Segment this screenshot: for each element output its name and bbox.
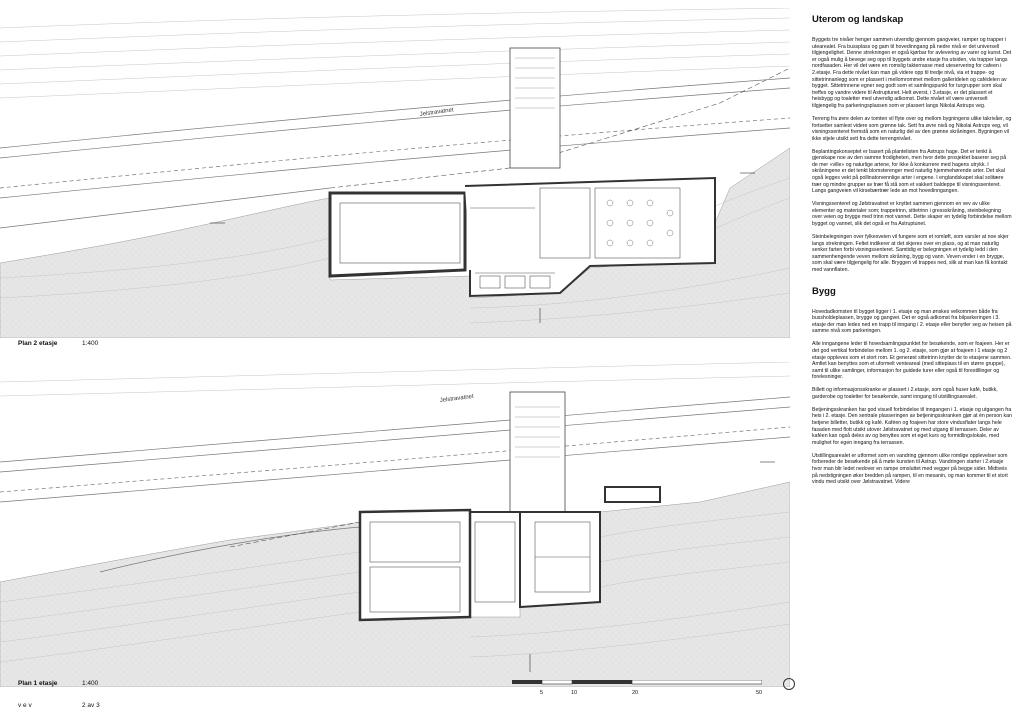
scale-tick: 5 xyxy=(540,690,544,696)
paragraph: Billett og informasjonsskranke er plassert i 2.etasje, som også huser kafé, butikk, garderobe og toaletter for besøkende, samt inngang til utstillingsarealet. xyxy=(812,387,998,400)
paragraph: Byggets tre nivåer henger sammen utvendig gjennom gangveier, ramper og trapper i utearealet. Fra bussplass og gam til hovedinngang på nedre nivå er det universell tilgjengelighet. Denne strekningen er også kjørbar for avlevering av varer og kunst. Det er også mulig å bevege seg opp til byggets andre etasje fra utsiden, via trapper langs nordfasaden. Her vil det være en romslig takterrasse med uteservering for cafeen i 2.etasje. Fra dette nivået kan man gå videre opp til tredje nivå, via et trappe- og sittetrinnanlegg som er plassert i mellomrommet mellom galleridelen og cafédelen av bygget. Sittetrinnene egner seg godt som et samlingspunkt for turgrupper som skal treffes og vandre videre til Astruptunet. Helt øverst, i 3.etasje, er det plassert et heisbygg og toaletter med utvendig adkomst. Dette nivået vil være universelt tilgjengelig fra parkeringsplassen som er plassert langs Nikolai Astrups veg. xyxy=(812,37,1012,109)
paragraph: Utstillingsarealet er utformet som en vandring gjennom ulike romlige opplevelser som forbereder de besøkende på å møte kunsten til Astrup. Vandringen starter i 2.etasje hvor man blir ledet nedover en rampe omsluttet med vegger på begge sider. Midtveis på nedstigningen øker bredden på rampen, til en mesanin, og man kommer til et stort vindu med utsikt over Jølstravatnet. Videre xyxy=(812,452,1008,486)
paragraph: Alle inngangene leder til hovedsamlingspunktet for besøkende, som er foajeen. Her er det god vertikal forbindelse mellom 1. og 2. etasje, som gjør at foajeen i 1 etasje og 2 etasje oppleves som et stort rom. Et generøst sittetrinn knytter de to etasjene sammen. Amfiet kan benyttes som et uformelt venteareal (med sittepiass til en større gruppe), samt til ulike samlinger, informasjon for guidede turer eller også til forestillinger og forelesninger. xyxy=(812,341,1012,381)
paragraph: Terreng fra øvre delen av tomten vil flyte over og mellom bygningens ulike takrivåer, og fortsetter samlest videre som grønne tak. Sett fra øvre nivå og Nikolai Astrups veg, vil visningssenteret fremstå som en naturlig del av den grønne skråningen. Bygningen vil ikke stjele utsikt sett fra dette terrengnivået. xyxy=(812,115,1012,142)
road-label-lower: Jelstravatnet xyxy=(439,393,475,404)
paragraph: Beplantingskonseptet er basert på plantelisten fra Astrups hage. Det er tenkt å gjenskape noe av den samme frodigheten, men hvor dette prosjektet baserer seg på de mer «ville» og naturlige artene, for ikke å konkurrere med hagens utrykk. I skråningene er det tenkt blomsterenger med naturlig hjemmehørende arter. Det skal også legges vekt på pollinatorvennlige arter i engene. I englandskapet skal solitære trær og mindre grupper av trær få stå som et vakkert baldeppe til visningssenteret. Langs gangveien vil kirsebærtrær lede an mot hovedinngangen. xyxy=(812,148,1007,195)
brand-mark: v e v xyxy=(18,702,32,709)
pier-block xyxy=(510,392,565,512)
plan-1-svg xyxy=(0,362,790,687)
plan-1-etasje-drawing xyxy=(0,362,790,687)
plan-2-svg xyxy=(0,8,790,338)
scale-tick: 10 xyxy=(571,690,578,696)
scale-tick: 50 xyxy=(756,690,763,696)
plan-2-scale: 1:400 xyxy=(82,340,99,347)
plan-2-etasje-drawing xyxy=(0,8,790,338)
north-arrow-icon xyxy=(783,678,795,690)
plan-1-caption: Plan 1 etasje xyxy=(18,680,58,687)
plan-2-caption: Plan 2 etasje xyxy=(18,340,58,347)
text-column xyxy=(812,14,1012,492)
paragraph: Steinbelegningen over fylkesveien vil fungere som et romløft, som varsler at noe skjer langs strekningen. Feltet indikerer at det skjeres over en plass, og at man naturlig senker farten forbi visningssenteret. Samtidig er belegningen et tydelig ledd i den sammenhengende veven mellom skråning, bygg og vann. Veven ender i en brygge, som skal være tilgjengelig for alle. Bryggen vil trappes ned, slik at man kan få kontakt med vannflaten. xyxy=(812,234,1009,273)
building-outline xyxy=(330,193,465,276)
paragraph: Visningssenteret og Jølstravatnet er knyttet sammen gjennom en vev av ulike elementer og materialer som; trappetrinn, sittetrinn i gressskråning, steinbelegning over veien og brygge med trinn mot vannet. Dette skaper en tydelig forbindelse mellom bygget og vannet, slik det også er fra Astruptunet. xyxy=(812,201,1012,228)
road-label: Jelstravatnet xyxy=(419,107,454,118)
paragraph: Betjeningsskranken har god visuell forbindelse til inngangen i 1. etasje og utgangen fra heis i 2. etasje. Den sentrale plasseringen av betjeningsskranken gjør at én person kan betjene billetter, butikk og kafé. Kaféen og foajeen har store vindusflater langs hele fasaden med flott utsikt utover Jølstravatnet og med utgang til terrassen. Deler av kaféen kan også deles av og benyttes som et eget kurs og formidlingslokale, med mulighet for egen inngang fra terrassen. xyxy=(812,406,1012,446)
section-title-building: Bygg xyxy=(812,285,836,297)
paragraph: Hovedadkomsten til bygget ligger i 1. etasje og man ønskes velkommen både fra bussholdeplassen, brygge og gangvei. Det er også adkomst fra bilparkeringen i 3. etasje der man ledes ned en trapp til inngang i 2. etasje eller benytter seg av heisen på samme nivå som parkeringen. xyxy=(812,308,1012,335)
building-outline-lower xyxy=(360,510,470,620)
page-number: 2 av 3 xyxy=(82,702,100,709)
scale-tick: 20 xyxy=(632,690,639,696)
scale-bar xyxy=(512,680,762,688)
plan-1-scale: 1:400 xyxy=(82,680,99,687)
section-title-landscape: Uterom og landskap xyxy=(812,14,904,25)
